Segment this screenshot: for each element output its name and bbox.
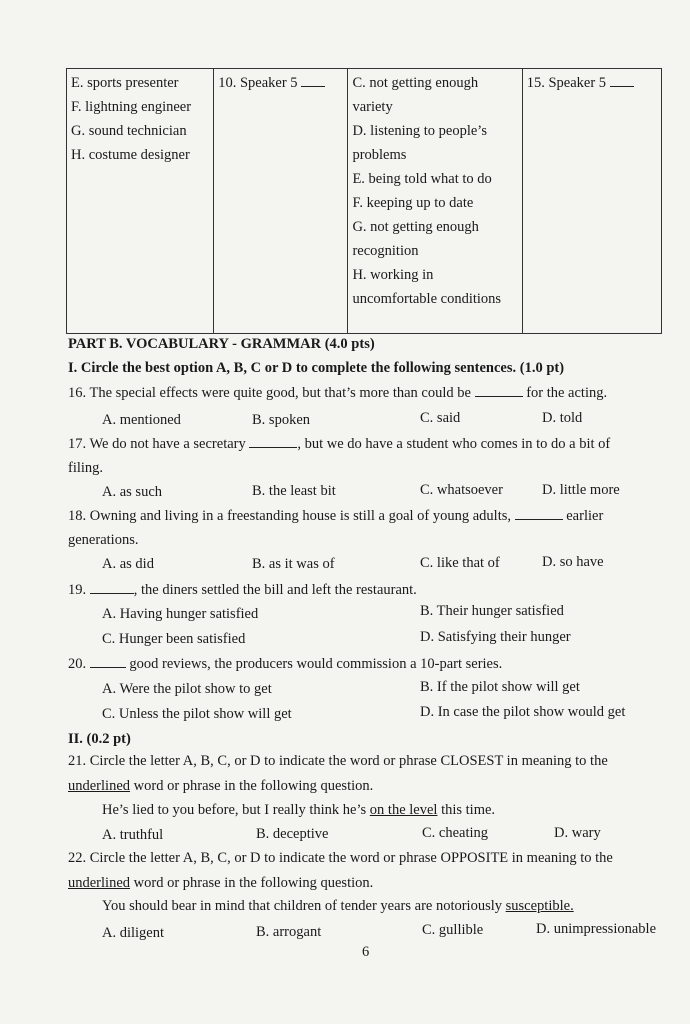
answer-blank bbox=[249, 435, 297, 448]
section-2-heading: II. (0.2 pt) bbox=[68, 731, 131, 747]
option-a[interactable]: A. diligent bbox=[102, 925, 165, 941]
section-1-heading: I. Circle the best option A, B, C or D to complete the following sentences. (1.0 pt) bbox=[68, 360, 565, 376]
table-cell-item: F. lightning engineer bbox=[71, 99, 192, 115]
option-c[interactable]: C. Unless the pilot show will get bbox=[102, 706, 292, 722]
underlined-phrase: on the level bbox=[369, 802, 438, 818]
question-text: filing. bbox=[68, 460, 104, 476]
option-d[interactable]: D. little more bbox=[542, 482, 620, 498]
question-21: 21. Circle the letter A, B, C, or D to indicate the word or phrase CLOSEST in meaning to the bbox=[68, 753, 608, 769]
answer-blank bbox=[90, 581, 134, 594]
page-number: 6 bbox=[362, 944, 370, 960]
question-text: , the diners settled the bill and left the restaurant. bbox=[133, 582, 417, 598]
answer-blank bbox=[475, 384, 523, 397]
option-b[interactable]: B. as it was of bbox=[252, 556, 335, 572]
table-cell-item: G. sound technician bbox=[71, 123, 187, 139]
option-a[interactable]: A. mentioned bbox=[102, 412, 181, 428]
option-a[interactable]: A. as did bbox=[102, 556, 154, 572]
table-col-reasons bbox=[348, 69, 522, 334]
question-18 bbox=[68, 507, 603, 525]
table-cell-item: G. not getting enough recognition bbox=[352, 219, 479, 259]
question-text: word or phrase in the following question. bbox=[130, 875, 374, 891]
table-cell-item: H. working in uncomfortable conditions bbox=[352, 267, 502, 307]
table-cell-item: C. not getting enough variety bbox=[352, 75, 479, 115]
underlined-word: underlined bbox=[68, 875, 131, 891]
question-16 bbox=[68, 384, 607, 402]
option-d[interactable]: D. so have bbox=[542, 554, 604, 570]
question-text: good reviews, the producers would commission a 10-part series. bbox=[129, 656, 503, 672]
question-text: , but we do have a student who comes in to do a bit of bbox=[297, 436, 611, 452]
question-22-line-2 bbox=[68, 875, 373, 892]
option-c[interactable]: C. cheating bbox=[422, 825, 489, 841]
option-b[interactable]: B. the least bit bbox=[252, 483, 336, 499]
table-cell-item: E. being told what to do bbox=[352, 171, 492, 187]
table-cell-item: E. sports presenter bbox=[71, 75, 179, 91]
table-col-speaker-2 bbox=[522, 69, 661, 334]
answer-blank bbox=[301, 74, 325, 87]
question-20 bbox=[68, 655, 502, 673]
table-cell-item: F. keeping up to date bbox=[352, 195, 474, 211]
question-text: for the acting. bbox=[526, 385, 608, 401]
sentence-text: He’s lied to you before, but I really think he’s bbox=[102, 802, 370, 818]
option-d[interactable]: D. Satisfying their hunger bbox=[420, 629, 571, 645]
question-text: 16. The special effects were quite good, but that’s more than could be bbox=[68, 385, 471, 401]
question-text: 17. We do not have a secretary bbox=[68, 436, 246, 452]
option-a[interactable]: A. Were the pilot show to get bbox=[102, 681, 272, 697]
table-cell-item: H. costume designer bbox=[71, 147, 190, 163]
option-c[interactable]: C. like that of bbox=[420, 555, 500, 571]
sentence-text: this time. bbox=[437, 802, 496, 818]
option-d[interactable]: D. told bbox=[542, 410, 583, 426]
option-c[interactable]: C. gullible bbox=[422, 922, 484, 938]
option-c[interactable]: C. said bbox=[420, 410, 461, 426]
question-text: 20. bbox=[68, 656, 87, 672]
answer-blank bbox=[610, 74, 634, 87]
option-b[interactable]: B. If the pilot show will get bbox=[420, 679, 580, 695]
matching-table bbox=[66, 68, 662, 334]
table-cell-item: D. listening to people’s problems bbox=[352, 123, 487, 163]
option-b[interactable]: B. deceptive bbox=[256, 826, 329, 842]
option-a[interactable]: A. truthful bbox=[102, 827, 164, 843]
sentence-text: You should bear in mind that children of tender years are notoriously bbox=[102, 898, 506, 914]
question-21-sentence bbox=[102, 802, 495, 819]
option-d[interactable]: D. In case the pilot show would get bbox=[420, 704, 626, 720]
question-text: 18. Owning and living in a freestanding house is still a goal of young adults, bbox=[68, 508, 511, 524]
option-b[interactable]: B. arrogant bbox=[256, 924, 322, 940]
option-a[interactable]: A. Having hunger satisfied bbox=[102, 606, 259, 622]
underlined-word: underlined bbox=[68, 778, 131, 794]
question-21-line-2 bbox=[68, 778, 373, 795]
option-b[interactable]: B. spoken bbox=[252, 412, 310, 428]
option-d[interactable]: D. unimpressionable bbox=[536, 921, 657, 937]
question-19 bbox=[68, 581, 417, 599]
option-c[interactable]: C. Hunger been satisfied bbox=[102, 631, 246, 647]
part-b-title: PART B. VOCABULARY - GRAMMAR (4.0 pts) bbox=[68, 336, 375, 352]
underlined-word: susceptible. bbox=[505, 898, 574, 914]
question-17 bbox=[68, 435, 610, 453]
option-c[interactable]: C. whatsoever bbox=[420, 482, 503, 498]
table-col-jobs bbox=[67, 69, 214, 334]
question-22-sentence bbox=[102, 898, 574, 915]
question-22: 22. Circle the letter A, B, C, or D to indicate the word or phrase OPPOSITE in meaning to the bbox=[68, 850, 613, 866]
option-b[interactable]: B. Their hunger satisfied bbox=[420, 603, 564, 619]
question-text: generations. bbox=[68, 532, 139, 548]
option-d[interactable]: D. wary bbox=[554, 825, 601, 841]
table-cell-item: 15. Speaker 5 bbox=[526, 75, 607, 91]
table-cell-item: 10. Speaker 5 bbox=[218, 75, 298, 91]
question-text: earlier bbox=[566, 508, 604, 524]
question-text: 19. bbox=[68, 582, 87, 598]
table-col-speaker bbox=[214, 69, 348, 334]
answer-blank bbox=[90, 655, 126, 668]
option-a[interactable]: A. as such bbox=[102, 484, 163, 500]
answer-blank bbox=[515, 507, 563, 520]
question-text: word or phrase in the following question. bbox=[130, 778, 374, 794]
